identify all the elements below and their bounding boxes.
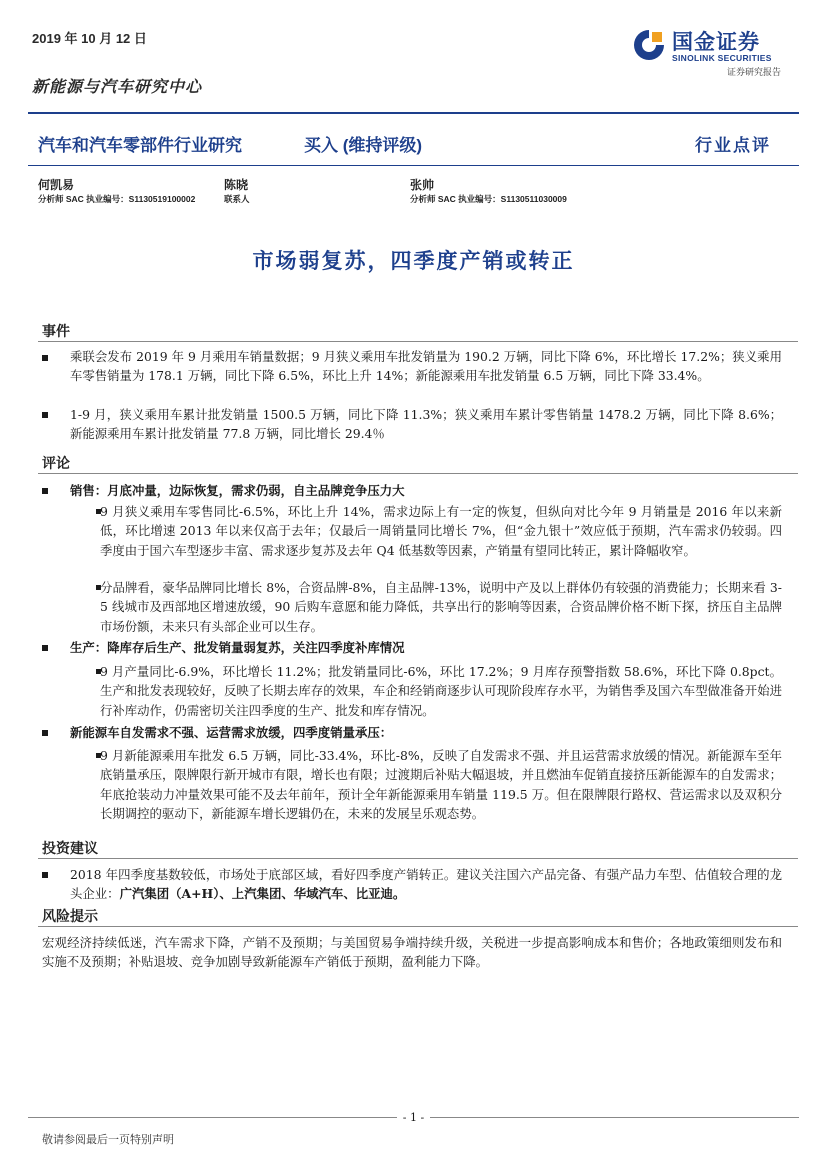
disclaimer-note: 敬请参阅最后一页特别声明 [42, 1133, 174, 1146]
author-role: 分析师 SAC 执业编号：S1130511030009 [410, 194, 567, 204]
report-type: 行业点评 [695, 136, 771, 156]
company-logo [632, 24, 792, 76]
section-divider [38, 926, 798, 927]
logo-subtitle: 证券研究报告 [727, 68, 782, 78]
author-role: 联系人 [224, 194, 250, 204]
author-role: 分析师 SAC 执业编号：S1130519100002 [38, 194, 196, 204]
page-number: - 1 - [397, 1111, 430, 1124]
section-heading-risk: 风险提示 [42, 909, 98, 925]
bullet-square [42, 412, 48, 418]
production-paragraph: 9 月产量同比-6.9%，环比增长 11.2%；批发销量同比-6%，环比 17.2%；9 月库存预警指数 58.6%，环比下降 0.8pct。生产和批发表现较好，反映了长期去库存的效果，车企和经销商逐步认可现阶段库存水平，为销售季及国六车型做准备开始进行补库动作，仍需密切关注四季度的生产、批发和库存情况。 [100, 664, 782, 718]
sinolink-logo-icon [632, 28, 666, 62]
sales-subheading: 销售：月底冲量，边际恢复，需求仍弱，自主品牌竞争压力大 [70, 483, 405, 498]
author-name: 何凯易 [38, 178, 75, 192]
bullet-square [42, 488, 48, 494]
bullet-square [42, 355, 48, 361]
nev-subheading: 新能源车自发需求不强、运营需求放缓，四季度销量承压： [70, 725, 393, 740]
invest-picks: 广汽集团（A+H）、上汽集团、华域汽车、比亚迪。 [119, 886, 406, 902]
logo-chinese-name: 国金证券 [672, 31, 760, 54]
industry-label: 汽车和汽车零部件行业研究 [38, 136, 242, 155]
rating-label: 买入 (维持评级) [304, 136, 423, 155]
bullet-square [42, 872, 48, 878]
invest-text: 2018 年四季度基数较低，市场处于底部区域，看好四季度产销转正。建议关注国六产品完备、有强产品力车型、估值较合理的龙头企业： [70, 867, 782, 902]
nev-paragraph: 9 月新能源乘用车批发 6.5 万辆，同比-33.4%，环比-8%，反映了自发需求不强、并且运营需求放缓的情况。新能源车至年底销量承压，限牌限行新开城市有限，增长也有限；过渡期后补贴大幅退坡，并且燃油车促销直接挤压新能源车的自发需求；年底抢装动力冲量效果可能不及去年前年，预计全年新能源乘用车销量 119.5 万。但在限牌限行路权、营运需求以及双积分长期调控的驱动下，新能源车增长逻辑仍在，未来的发展呈乐观态势。 [100, 748, 782, 821]
sales-paragraph: 分品牌看，豪华品牌同比增长 8%，合资品牌-8%，自主品牌-13%，说明中产及以上群体仍有较强的消费能力；长期来看 3-5 线城市及西部地区增速放缓，90 后购车意愿和能力降低，共享出行的影响等因素，合资品牌价格不断下探，挤压自主品牌市场份额，未来只有头部企业可以生存。 [100, 580, 782, 634]
header-divider [28, 112, 799, 114]
author-name: 张帅 [410, 178, 435, 192]
section-divider [38, 858, 798, 859]
section-heading-comment: 评论 [42, 456, 70, 472]
report-date: 2019 年 10 月 12 日 [32, 31, 147, 46]
logo-english-name: SINOLINK SECURITIES [672, 53, 772, 63]
bullet-square [42, 730, 48, 736]
invest-paragraph [70, 865, 782, 904]
section-divider [38, 341, 798, 342]
section-heading-invest: 投资建议 [42, 841, 98, 857]
event-paragraph: 1-9 月，狭义乘用车累计批发销量 1500.5 万辆，同比下降 11.3%；狭义乘用车累计零售销量 1478.2 万辆，同比下降 8.6%；新能源乘用车累计批发销量 77.8 万辆，同比增长 29.4％ [70, 407, 782, 442]
subheader-divider [28, 165, 799, 166]
page-number-wrap [0, 1111, 827, 1124]
author-name: 陈晓 [224, 178, 249, 192]
bullet-square [42, 645, 48, 651]
research-center: 新能源与汽车研究中心 [32, 77, 203, 96]
sales-paragraph: 9 月狭义乘用车零售同比-6.5%，环比上升 14%，需求边际上有一定的恢复，但纵向对比今年 9 月销量是 2016 年以来新低，环比增速 2013 年以来仅高于去年；仅最后一周销量同比增长 7%，但“金九银十”效应低于预期，汽车需求仍较弱。四季度由于国六车型逐步丰富、需求逐步复苏及去年 Q4 低基数等因素，产销量有望同比转正，累计降幅收窄。 [100, 504, 782, 558]
risk-paragraph: 宏观经济持续低迷，汽车需求下降，产销不及预期；与美国贸易争端持续升级，关税进一步提高影响成本和售价；各地政策细则发布和实施不及预期；补贴退坡、竞争加剧导致新能源车产销低于预期，盈利能力下降。 [42, 935, 782, 970]
report-title: 市场弱复苏，四季度产销或转正 [252, 248, 575, 273]
event-paragraph: 乘联会发布 2019 年 9 月乘用车销量数据；9 月狭义乘用车批发销量为 190.2 万辆，同比下降 6%，环比增长 17.2%；狭义乘用车零售销量为 178.1 万辆，同比下降 6.5%，环比上升 14%；新能源乘用车批发销量 6.5 万辆，同比下降 33.4%。 [70, 349, 782, 384]
production-subheading: 生产：降库存后生产、批发销量弱复苏，关注四季度补库情况 [70, 640, 405, 655]
section-heading-event: 事件 [42, 324, 70, 340]
section-divider [38, 473, 798, 474]
